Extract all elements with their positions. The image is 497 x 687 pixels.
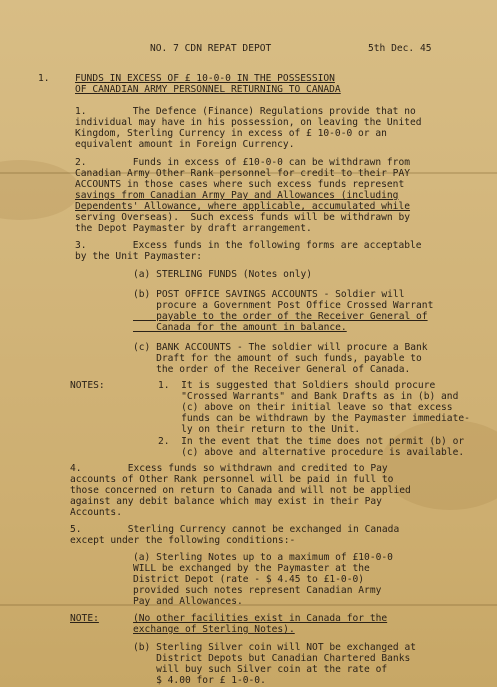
paragraph-line: against any debit balance which may exist in their Pay [70, 496, 382, 507]
paper-stain [380, 420, 497, 510]
paper-fold [0, 604, 497, 606]
note-line: ly on their return to the Unit. [158, 424, 361, 435]
section-number: 1. [38, 73, 50, 84]
list-item-5a-line: WILL be exchanged by the Paymaster at the [133, 563, 370, 574]
paper-stain [0, 160, 80, 220]
paragraph-line: 5. Sterling Currency cannot be exchanged in Canada [70, 524, 400, 535]
note-line: (c) above on their initial leave so that excess [158, 402, 453, 413]
note-line: 2. In the event that the time does not permit (b) or [158, 436, 465, 447]
list-item-a: (a) STERLING FUNDS (Notes only) [133, 269, 313, 280]
paragraph-line: except under the following conditions:- [70, 535, 296, 546]
list-item-b-line: Canada for the amount in balance. [133, 322, 347, 333]
note-line: (No other facilities exist in Canada for the [133, 613, 388, 624]
list-item-5a-line: District Depot (rate - $ 4.45 to £1-0-0) [133, 574, 365, 585]
paragraph-line: ACCOUNTS in those cases where such excess funds represent [75, 179, 405, 190]
list-item-5b-line: $ 4.00 for £ 1-0-0. [133, 675, 266, 686]
paragraph-line: by the Unit Paymaster: [75, 251, 203, 262]
list-item-5a-line: provided such notes represent Canadian Army [133, 585, 382, 596]
document-date: 5th Dec. 45 [368, 43, 432, 54]
paragraph-line: savings from Canadian Army Pay and Allowances (including [75, 190, 399, 201]
paragraph-line: 2. Funds in excess of £10-0-0 can be withdrawn from [75, 157, 411, 168]
paragraph-line: the Depot Paymaster by draft arrangement. [75, 223, 312, 234]
paragraph-line: Kingdom, Sterling Currency in excess of £ 10-0-0 or an [75, 128, 387, 139]
list-item-5b-line: will buy such Silver coin at the rate of [133, 664, 388, 675]
list-item-c-line: Draft for the amount of such funds, payable to [133, 353, 422, 364]
paragraph-line: individual may have in his possession, on leaving the United [75, 117, 422, 128]
paragraph-line: Canadian Army Other Rank personnel for credit to their PAY [75, 168, 411, 179]
note-line: 1. It is suggested that Soldiers should procure [158, 380, 436, 391]
paragraph-line: accounts of Other Rank personnel will be paid in full to [70, 474, 394, 485]
list-item-c-line: (c) BANK ACCOUNTS - The soldier will procure a Bank [133, 342, 428, 353]
list-item-b-line: (b) POST OFFICE SAVINGS ACCOUNTS - Soldier will [133, 289, 405, 300]
note-line: funds can be withdrawn by the Paymaster immediate- [158, 413, 470, 424]
list-item-5a-line: (a) Sterling Notes up to a maximum of £10-0-0 [133, 552, 393, 563]
paragraph-line: 1. The Defence (Finance) Regulations provide that no [75, 106, 416, 117]
note-label: NOTE: [70, 613, 99, 624]
paragraph-line: 4. Excess funds so withdrawn and credited to Pay [70, 463, 388, 474]
paragraph-line: equivalent amount in Foreign Currency. [75, 139, 295, 150]
paragraph-line: Dependents' Allowance, where applicable, accumulated while [75, 201, 411, 212]
list-item-c-line: the order of the Receiver General of Canada. [133, 364, 411, 375]
section-title-line: FUNDS IN EXCESS OF £ 10-0-0 IN THE POSSESSION [75, 73, 335, 84]
list-item-5b-line: (b) Sterling Silver coin will NOT be exchanged at [133, 642, 417, 653]
note-line: (c) above and alternative procedure is available. [158, 447, 465, 458]
section-title-line: OF CANADIAN ARMY PERSONNEL RETURNING TO CANADA [75, 84, 341, 95]
paragraph-line: serving Overseas). Such excess funds will be withdrawn by [75, 212, 411, 223]
list-item-5b-line: District Depots but Canadian Chartered Banks [133, 653, 411, 664]
paragraph-line: Accounts. [70, 507, 122, 518]
notes-label: NOTES: [70, 380, 105, 391]
note-line: "Crossed Warrants" and Bank Drafts as in (b) and [158, 391, 459, 402]
list-item-5a-line: Pay and Allowances. [133, 596, 243, 607]
paragraph-line: 3. Excess funds in the following forms are acceptable [75, 240, 422, 251]
note-line: exchange of Sterling Notes). [133, 624, 295, 635]
unit-name: NO. 7 CDN REPAT DEPOT [150, 43, 272, 54]
paragraph-line: those concerned on return to Canada and will not be applied [70, 485, 411, 496]
list-item-b-line: procure a Government Post Office Crossed Warrant [133, 300, 434, 311]
list-item-b-line: payable to the order of the Receiver General of [133, 311, 428, 322]
